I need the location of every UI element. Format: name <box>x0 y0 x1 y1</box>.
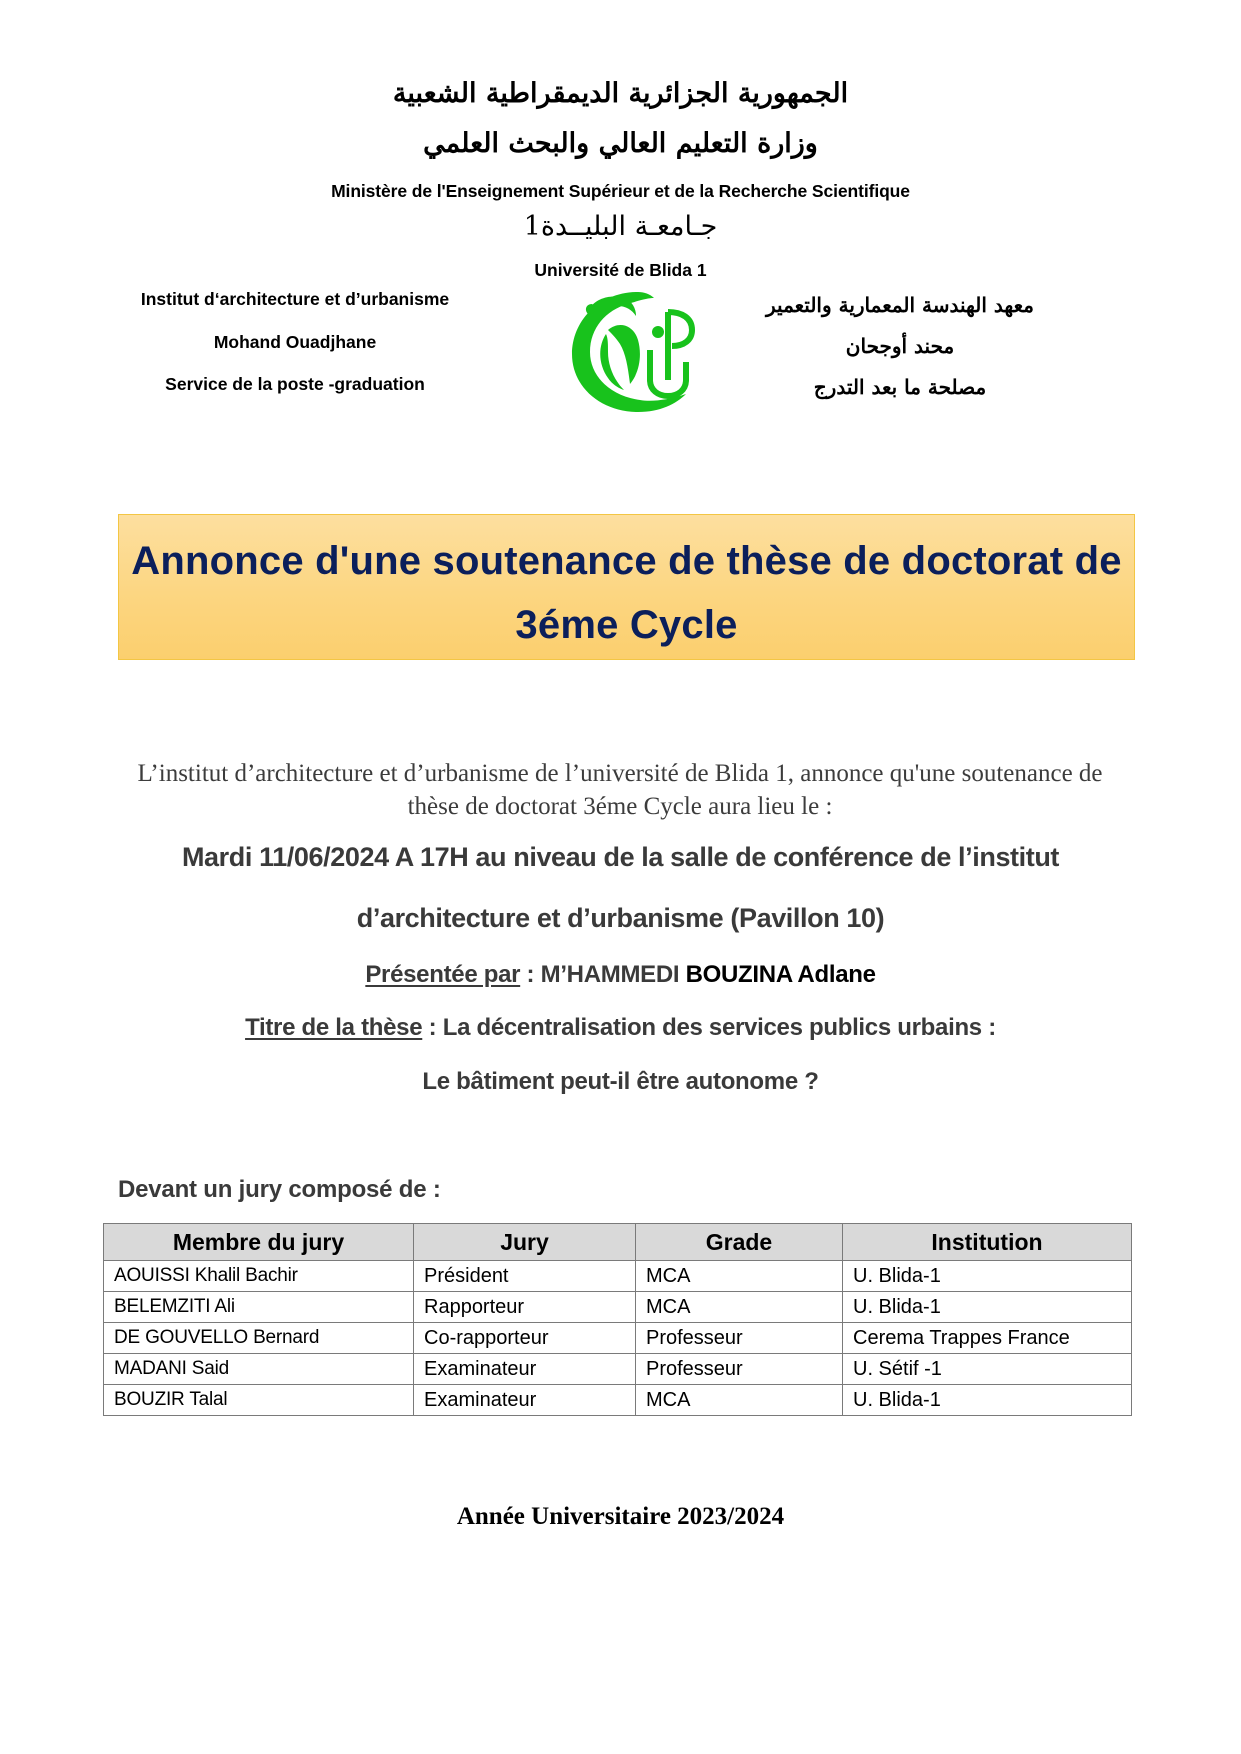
academic-year: Année Universitaire 2023/2024 <box>456 1503 785 1530</box>
column-header-institution: Institution <box>843 1224 1132 1261</box>
column-header-jury: Jury <box>414 1224 636 1261</box>
defense-date-location-line1: Mardi 11/06/2024 A 17H au niveau de la salle de conférence de l’institut <box>181 842 1060 872</box>
arabic-university-name: جـامعـة البليــدة1 <box>523 211 718 242</box>
column-header-member: Membre du jury <box>104 1224 414 1261</box>
jury-institution: U. Blida-1 <box>843 1292 1132 1323</box>
institute-name: Institut d‘architecture et d’urbanisme <box>140 289 450 309</box>
university-logo-icon <box>568 284 708 414</box>
announcement-banner <box>118 514 1135 660</box>
institute-person-name: Mohand Ouadjhane <box>213 332 377 352</box>
jury-table <box>103 1223 1132 1416</box>
jury-member-name: MADANI Said <box>104 1354 414 1385</box>
presenter-separator: : <box>520 961 541 988</box>
jury-role: Rapporteur <box>414 1292 636 1323</box>
jury-institution: U. Blida-1 <box>843 1385 1132 1416</box>
defense-date-location-line2: d’architecture et d’urbanisme (Pavillon 10) <box>356 903 885 933</box>
thesis-title-text-1: La décentralisation des services publics urbains : <box>442 1014 996 1041</box>
thesis-title-label: Titre de la thèse <box>245 1014 423 1041</box>
jury-grade: Professeur <box>636 1354 843 1385</box>
presenter-line <box>0 961 1241 989</box>
thesis-title-separator: : <box>422 1014 443 1041</box>
table-row <box>104 1292 1132 1323</box>
announcement-title: Annonce d'une soutenance de thèse de doctorat de 3éme Cycle <box>131 539 1122 647</box>
jury-institution: U. Blida-1 <box>843 1261 1132 1292</box>
intro-paragraph: L’institut d’architecture et d’urbanisme de l’université de Blida 1, annonce qu'une soutenance de thèse de doctorat 3éme Cycle aura lieu le : <box>137 760 1103 820</box>
arabic-institute-person-name: محند أوجحان <box>845 334 955 358</box>
french-ministry-heading: Ministère de l'Enseignement Supérieur et de la Recherche Scientifique <box>331 181 910 201</box>
thesis-title-line1 <box>0 1014 1241 1042</box>
table-row <box>104 1323 1132 1354</box>
jury-member-name: DE GOUVELLO Bernard <box>104 1323 414 1354</box>
institute-service: Service de la poste -graduation <box>165 374 425 394</box>
thesis-title-line2: Le bâtiment peut-il être autonome ? <box>422 1068 819 1095</box>
jury-role: Président <box>414 1261 636 1292</box>
table-row <box>104 1261 1132 1292</box>
jury-member-name: BELEMZITI Ali <box>104 1292 414 1323</box>
jury-table-header <box>104 1224 1132 1261</box>
jury-role: Examinateur <box>414 1385 636 1416</box>
arabic-ministry-heading: وزارة التعليم العالي والبحث العلمي <box>423 128 818 159</box>
arabic-institute-service: مصلحة ما بعد التدرج <box>813 375 987 399</box>
jury-role: Co-rapporteur <box>414 1323 636 1354</box>
jury-grade: MCA <box>636 1385 843 1416</box>
jury-grade: Professeur <box>636 1323 843 1354</box>
jury-role: Examinateur <box>414 1354 636 1385</box>
jury-member-name: BOUZIR Talal <box>104 1385 414 1416</box>
presenter-label: Présentée par <box>365 961 521 988</box>
french-university-name: Université de Blida 1 <box>534 260 707 280</box>
arabic-republic-heading: الجمهورية الجزائرية الديمقراطية الشعبية <box>392 78 849 109</box>
presenter-name-second-part: BOUZINA Adlane <box>685 961 876 988</box>
column-header-grade: Grade <box>636 1224 843 1261</box>
presenter-name-first-part: M’HAMMEDI <box>540 961 686 988</box>
jury-grade: MCA <box>636 1261 843 1292</box>
jury-institution: Cerema Trappes France <box>843 1323 1132 1354</box>
jury-member-name: AOUISSI Khalil Bachir <box>104 1261 414 1292</box>
table-row <box>104 1385 1132 1416</box>
table-row <box>104 1354 1132 1385</box>
arabic-institute-name: معهد الهندسة المعمارية والتعمير <box>766 293 1034 317</box>
jury-intro: Devant un jury composé de : <box>118 1176 441 1203</box>
jury-grade: MCA <box>636 1292 843 1323</box>
jury-institution: U. Sétif -1 <box>843 1354 1132 1385</box>
